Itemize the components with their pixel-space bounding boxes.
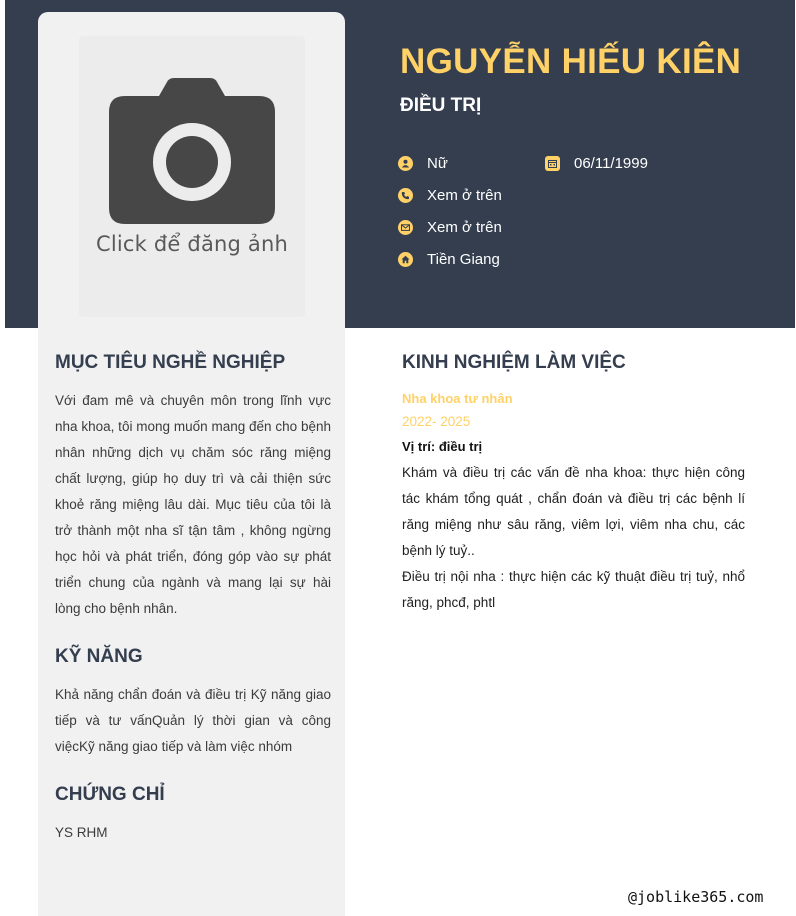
phone-icon [398, 188, 413, 203]
job-description-1[interactable]: Khám và điều trị các vấn đề nha khoa: thực hiện công tác khám tổng quát , chẩn đoán và điều trị các bệnh lí răng miệng như sâu răng, viêm lợi, viêm nha chu, các bệnh lý tuỷ.. [402, 465, 745, 558]
objective-text[interactable]: Với đam mê và chuyên môn trong lĩnh vực nha khoa, tôi mong muốn mang đến cho bệnh nhân những dịch vụ chăm sóc răng miệng chất lượng, giúp họ duy trì và cải thiện sức khoẻ răng miệng lâu dài. Mục tiêu của tôi là trở thành một nha sĩ tận tâm , không ngừng học hỏi và phát triển, đóng góp vào sự phát triển chung của ngành và mang lại sự hài lòng cho bệnh nhân. [55, 393, 331, 616]
certificates-title[interactable]: CHỨNG CHỈ [55, 784, 165, 805]
gender-row[interactable] [398, 155, 448, 172]
email-row[interactable] [398, 219, 502, 236]
job-company[interactable]: Nha khoa tư nhân [402, 391, 513, 406]
certificates-text[interactable]: YS RHM [55, 825, 108, 840]
job-description-2[interactable]: Điều trị nội nha : thực hiện các kỹ thuật điều trị tuỷ, nhổ răng, phcđ, phtl [402, 569, 745, 610]
experience-title[interactable]: KINH NGHIỆM LÀM VIỆC [402, 352, 626, 373]
job-role[interactable]: Vị trí: điều trị [402, 439, 483, 454]
site-watermark: @joblike365.com [628, 888, 764, 906]
home-icon [398, 252, 413, 267]
objective-title[interactable]: MỤC TIÊU NGHỀ NGHIỆP [55, 352, 286, 373]
photo-upload-hint: Click để đăng ảnh [95, 232, 289, 256]
phone-row[interactable] [398, 187, 502, 204]
email-value: Xem ở trên [427, 219, 502, 236]
address-value: Tiền Giang [427, 251, 500, 268]
candidate-name[interactable]: NGUYỄN HIẾU KIÊN [400, 42, 742, 81]
photo-upload-area[interactable] [79, 36, 305, 317]
job-period[interactable]: 2022- 2025 [402, 414, 471, 429]
skills-text[interactable]: Khả năng chẩn đoán và điều trị Kỹ năng giao tiếp và tư vấnQuản lý thời gian và công việcKỹ năng giao tiếp và làm việc nhóm [55, 687, 331, 754]
phone-value: Xem ở trên [427, 187, 502, 204]
camera-icon [107, 78, 277, 224]
birthdate-value: 06/11/1999 [574, 155, 648, 172]
skills-title[interactable]: KỸ NĂNG [55, 646, 143, 667]
calendar-icon [545, 156, 560, 171]
birthdate-row[interactable] [545, 155, 648, 172]
gender-value: Nữ [427, 155, 448, 172]
user-icon [398, 156, 413, 171]
envelope-icon [398, 220, 413, 235]
address-row[interactable] [398, 251, 500, 268]
candidate-position[interactable]: ĐIỀU TRỊ [400, 95, 482, 116]
